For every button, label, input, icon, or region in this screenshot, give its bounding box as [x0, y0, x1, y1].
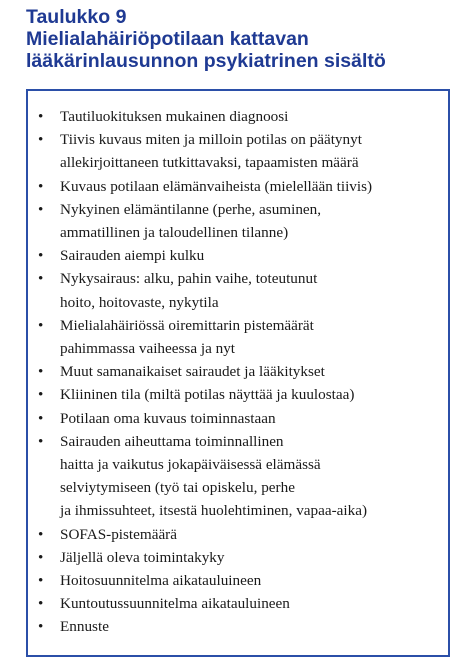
bullet-icon: •	[38, 200, 44, 218]
list-item	[38, 383, 443, 406]
bullet-icon: •	[38, 363, 44, 381]
bullet-icon: •	[38, 270, 44, 288]
list-item	[38, 198, 443, 244]
list-item-text: Kliininen tila (miltä potilas näyttää ja kuulostaa)	[60, 386, 355, 404]
list-item-text: Potilaan oma kuvaus toiminnastaan	[60, 409, 276, 427]
list-item	[38, 592, 443, 615]
list-item-text: Tiivis kuvaus miten ja milloin potilas on päätynyt allekirjoittaneen tutkittavaksi, tapaamisten määrä	[60, 131, 362, 172]
list-item	[38, 244, 443, 267]
list-item	[38, 523, 443, 546]
bullet-icon: •	[38, 525, 44, 543]
content-list	[38, 105, 443, 639]
list-item-text: Hoitosuunnitelma aikatauluineen	[60, 572, 262, 590]
list-item-text: SOFAS-pistemäärä	[60, 525, 177, 543]
bullet-icon: •	[38, 432, 44, 450]
list-item-text: Tautiluokituksen mukainen diagnoosi	[60, 108, 289, 125]
list-item-text: Sairauden aiempi kulku	[60, 247, 205, 265]
list-item	[38, 128, 443, 174]
bullet-icon: •	[38, 409, 44, 427]
table-title-line-2: lääkärinlausunnon psykiatrinen sisältö	[26, 50, 386, 72]
table-number: Taulukko 9	[26, 6, 127, 28]
list-item	[38, 175, 443, 198]
table-title-line-1: Mielialahäiriöpotilaan kattavan	[26, 28, 309, 50]
bullet-icon: •	[38, 618, 44, 636]
bullet-icon: •	[38, 177, 44, 195]
bullet-icon: •	[38, 131, 44, 149]
list-item	[38, 360, 443, 383]
list-item-text: Sairauden aiheuttama toiminnallinen haitta ja vaikutus jokapäiväisessä elämässä selviytymiseen (työ tai opiskelu, perhe ja ihmissuhteet, itsestä huolehtiminen, vapaa-aika)	[60, 432, 368, 520]
table-heading	[26, 6, 386, 72]
list-item	[38, 569, 443, 592]
bullet-icon: •	[38, 548, 44, 566]
bullet-icon: •	[38, 316, 44, 334]
list-item-text: Ennuste	[60, 618, 109, 636]
list-item	[38, 407, 443, 430]
list-item-text: Kuntoutussuunnitelma aikatauluineen	[60, 595, 290, 613]
list-item-text: Muut samanaikaiset sairaudet ja lääkitykset	[60, 363, 325, 381]
list-item	[38, 267, 443, 313]
list-item-text: Jäljellä oleva toimintakyky	[60, 548, 225, 566]
list-item	[38, 314, 443, 360]
bullet-icon: •	[38, 595, 44, 613]
list-item-text: Nykyinen elämäntilanne (perhe, asuminen, ammatillinen ja taloudellinen tilanne)	[60, 200, 322, 242]
list-item	[38, 615, 443, 638]
bullet-icon: •	[38, 572, 44, 590]
list-item-text: Kuvaus potilaan elämänvaiheista (mielellään tiivis)	[60, 177, 373, 195]
bullet-icon: •	[38, 108, 44, 125]
list-item-text: Nykysairaus: alku, pahin vaihe, toteutunut hoito, hoitovaste, nykytila	[60, 270, 318, 311]
list-item	[38, 546, 443, 569]
list-item-text: Mielialahäiriössä oiremittarin pistemäärät pahimmassa vaiheessa ja nyt	[60, 316, 314, 358]
bullet-icon: •	[38, 247, 44, 265]
list-item	[38, 105, 443, 128]
list-item	[38, 430, 443, 523]
bullet-icon: •	[38, 386, 44, 404]
